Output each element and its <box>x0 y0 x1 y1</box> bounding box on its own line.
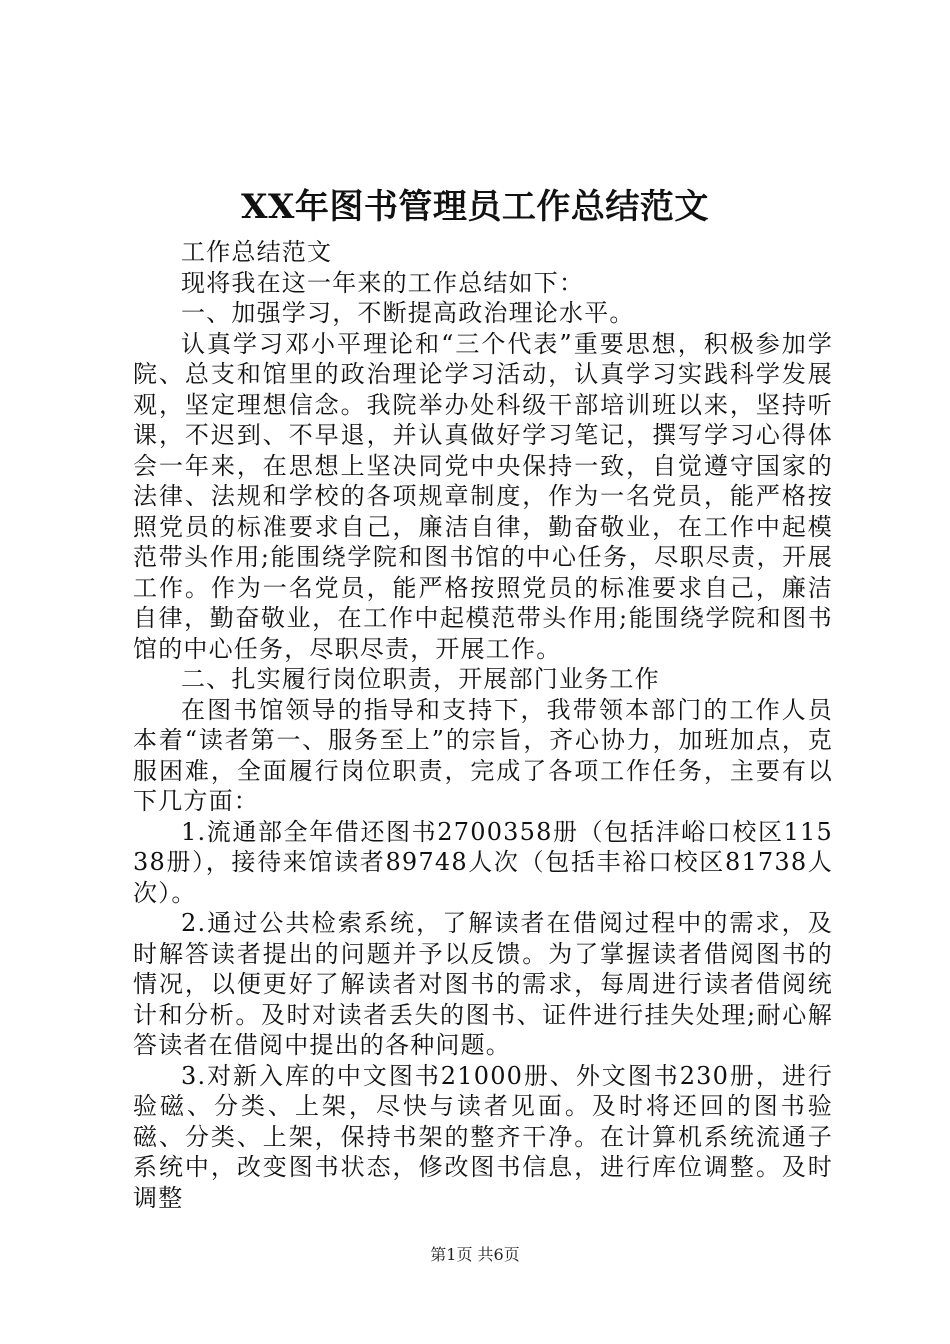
section-heading: 二、扎实履行岗位职责，开展部门业务工作 <box>181 665 660 693</box>
paragraph: 现将我在这一年来的工作总结如下： <box>181 268 585 297</box>
paragraph: 认真学习邓小平理论和“三个代表”重要思想，积极参加学院、总支和馆里的政治理论学习活动，认真学习实践科学发展观，坚定理想信念。我院举办处科级干部培训班以来，坚持听课，不迟到、不早退，并认真做好学习笔记，撰写学习心得体会一年来，在思想上坚决同党中央保持一致，自觉遵守国家的法律、法规和学校的各项规章制度，作为一名党员，能严格按照党员的标准要求自己，廉洁自律，勤奋敬业，在工作中起模范带头作用;能围绕学院和图书馆的中心任务，尽职尽责，开展工作。作为一名党员，能严格按照党员的标准要求自己，廉洁自律，勤奋敬业，在工作中起模范带头作用;能围绕学院和图书馆的中心任务，尽职尽责，开展工作。 <box>133 329 833 663</box>
list-item: 1.流通部全年借还图书2700358册（包括沣峪口校区11538册），接待来馆读者89748人次（包括丰裕口校区81738人次）。 <box>133 817 833 907</box>
section-heading: 一、加强学习，不断提高政治理论水平。 <box>181 299 635 327</box>
document-title: XX年图书管理员工作总结范文 <box>241 187 709 227</box>
list-item: 2.通过公共检索系统，了解读者在借阅过程中的需求，及时解答读者提出的问题并予以反馈。为了掌握读者借阅图书的情况，以便更好了解读者对图书的需求，每周进行读者借阅统计和分析。及时对读者丢失的图书、证件进行挂失处理;耐心解答读者在借阅中提出的各种问题。 <box>133 909 833 1059</box>
page-footer: 第1页 共6页 <box>430 1245 520 1264</box>
document-body <box>133 237 833 1213</box>
paragraph: 在图书馆领导的指导和支持下，我带领本部门的工作人员本着“读者第一、服务至上”的宗旨，齐心协力，加班加点，克服困难，全面履行岗位职责，完成了各项工作任务，主要有以下几方面： <box>133 695 833 815</box>
list-item: 3.对新入库的中文图书21000册、外文图书230册，进行验磁、分类、上架，尽快与读者见面。及时将还回的图书验磁、分类、上架，保持书架的整齐干净。在计算机系统流通子系统中，改变图书状态，修改图书信息，进行库位调整。及时调整 <box>133 1061 833 1212</box>
paragraph: 工作总结范文 <box>181 238 333 266</box>
